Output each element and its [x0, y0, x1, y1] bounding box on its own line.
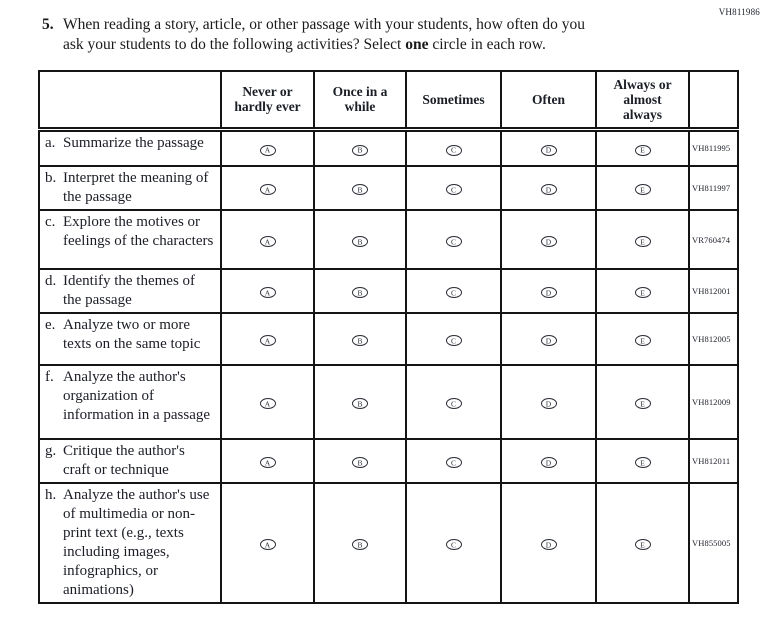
- answer-cell-once-in-a-while: [314, 313, 406, 365]
- answer-bubble-c[interactable]: [446, 539, 462, 550]
- bubble-letter: D: [545, 336, 552, 346]
- bubble-letter: C: [450, 185, 456, 195]
- answer-bubble-a[interactable]: [260, 236, 276, 247]
- row-label-cell: [39, 166, 221, 210]
- answer-cell-often: [501, 365, 596, 439]
- bubble-letter: D: [545, 458, 552, 468]
- answer-bubble-e[interactable]: [635, 184, 651, 195]
- answer-cell-always: [596, 129, 689, 166]
- answer-bubble-a[interactable]: [260, 457, 276, 468]
- answer-cell-always: [596, 210, 689, 269]
- answer-bubble-d[interactable]: [541, 335, 557, 346]
- row-letter: a.: [45, 134, 56, 151]
- table-row: [39, 483, 738, 603]
- row-activity-label: Explore the motives or feelings of the characters: [63, 214, 214, 249]
- answer-bubble-c[interactable]: [446, 398, 462, 409]
- row-letter: d.: [45, 273, 57, 289]
- answer-cell-once-in-a-while: [314, 365, 406, 439]
- row-activity-label: Interpret the meaning of the passage: [63, 170, 209, 205]
- answer-cell-sometimes: [406, 365, 501, 439]
- table-row: [39, 166, 738, 210]
- bubble-letter: B: [357, 540, 363, 550]
- answer-bubble-e[interactable]: [635, 236, 651, 247]
- row-accession-code: VR760474: [689, 210, 738, 269]
- answer-cell-often: [501, 166, 596, 210]
- answer-cell-often: [501, 313, 596, 365]
- row-accession-code: VH811995: [689, 129, 738, 166]
- header-blank: [39, 71, 221, 129]
- row-activity-label: Critique the author's craft or technique: [63, 443, 185, 478]
- answer-bubble-d[interactable]: [541, 287, 557, 298]
- answer-cell-once-in-a-while: [314, 483, 406, 603]
- bubble-letter: B: [357, 458, 363, 468]
- row-label-cell: [39, 210, 221, 269]
- question-text: [63, 15, 702, 55]
- answer-bubble-c[interactable]: [446, 457, 462, 468]
- answer-cell-never: [221, 269, 314, 313]
- bubble-letter: B: [357, 399, 363, 409]
- bubble-letter: D: [545, 236, 552, 246]
- row-activity-label: Identify the themes of the passage: [63, 273, 196, 308]
- answer-cell-often: [501, 439, 596, 483]
- answer-bubble-d[interactable]: [541, 184, 557, 195]
- question-line-2: [63, 35, 702, 55]
- question-block: [42, 15, 702, 55]
- answer-cell-once-in-a-while: [314, 439, 406, 483]
- answer-bubble-a[interactable]: [260, 539, 276, 550]
- row-accession-code: VH855005: [689, 483, 738, 603]
- row-label-cell: [39, 483, 221, 603]
- answer-cell-sometimes: [406, 269, 501, 313]
- answer-bubble-a[interactable]: [260, 287, 276, 298]
- row-activity-label: Analyze the author's use of multimedia or non-print text (e.g., texts including images, infographics, or animations): [63, 487, 210, 598]
- answer-bubble-e[interactable]: [635, 145, 651, 156]
- answer-bubble-b[interactable]: [352, 398, 368, 409]
- answer-cell-sometimes: [406, 439, 501, 483]
- answer-bubble-b[interactable]: [352, 145, 368, 156]
- row-activity-label: Analyze the author's organization of information in a passage: [63, 369, 211, 423]
- answer-cell-sometimes: [406, 483, 501, 603]
- answer-cell-once-in-a-while: [314, 166, 406, 210]
- answer-cell-sometimes: [406, 313, 501, 365]
- answer-bubble-b[interactable]: [352, 335, 368, 346]
- bubble-letter: B: [357, 288, 363, 298]
- bubble-letter: A: [264, 236, 271, 246]
- bubble-letter: C: [450, 236, 456, 246]
- bubble-letter: B: [357, 185, 363, 195]
- bubble-letter: C: [450, 288, 456, 298]
- row-letter: g.: [45, 443, 57, 459]
- question-table: [38, 70, 739, 604]
- answer-bubble-b[interactable]: [352, 287, 368, 298]
- answer-cell-always: [596, 313, 689, 365]
- row-label-cell: [39, 129, 221, 166]
- answer-bubble-d[interactable]: [541, 398, 557, 409]
- answer-cell-often: [501, 129, 596, 166]
- bubble-letter: E: [640, 236, 645, 246]
- answer-bubble-a[interactable]: [260, 184, 276, 195]
- bubble-letter: A: [264, 185, 271, 195]
- row-label-cell: [39, 365, 221, 439]
- answer-bubble-c[interactable]: [446, 287, 462, 298]
- answer-cell-never: [221, 365, 314, 439]
- row-letter: b.: [45, 170, 57, 186]
- bubble-letter: D: [545, 288, 552, 298]
- bubble-letter: E: [640, 458, 645, 468]
- answer-bubble-d[interactable]: [541, 457, 557, 468]
- table-row: [39, 439, 738, 483]
- bubble-letter: E: [640, 185, 645, 195]
- header-code-blank: [689, 71, 738, 129]
- bubble-letter: C: [450, 458, 456, 468]
- bubble-letter: D: [545, 399, 552, 409]
- table-row: [39, 210, 738, 269]
- answer-bubble-b[interactable]: [352, 184, 368, 195]
- bubble-letter: A: [264, 288, 271, 298]
- answer-bubble-b[interactable]: [352, 539, 368, 550]
- answer-bubble-c[interactable]: [446, 145, 462, 156]
- row-letter: h.: [45, 487, 57, 503]
- bubble-letter: D: [545, 540, 552, 550]
- answer-cell-never: [221, 483, 314, 603]
- bubble-letter: A: [264, 458, 271, 468]
- row-accession-code: VH812011: [689, 439, 738, 483]
- header-row: [39, 71, 738, 129]
- answer-bubble-e[interactable]: [635, 539, 651, 550]
- answer-cell-never: [221, 313, 314, 365]
- row-label-cell: [39, 439, 221, 483]
- table-row: [39, 365, 738, 439]
- bubble-letter: C: [450, 540, 456, 550]
- question-number: 5.: [42, 16, 54, 33]
- answer-cell-never: [221, 166, 314, 210]
- answer-bubble-e[interactable]: [635, 398, 651, 409]
- bubble-letter: A: [264, 540, 271, 550]
- bubble-letter: C: [450, 336, 456, 346]
- answer-cell-once-in-a-while: [314, 129, 406, 166]
- answer-cell-never: [221, 439, 314, 483]
- header-often: Often: [501, 71, 596, 129]
- answer-bubble-a[interactable]: [260, 335, 276, 346]
- row-activity-label: Analyze two or more texts on the same topic: [63, 317, 201, 352]
- answer-cell-always: [596, 365, 689, 439]
- bubble-letter: E: [640, 336, 645, 346]
- bubble-letter: B: [357, 336, 363, 346]
- answer-bubble-a[interactable]: [260, 398, 276, 409]
- bubble-letter: E: [640, 399, 645, 409]
- row-letter: f.: [45, 369, 54, 385]
- row-accession-code: VH811997: [689, 166, 738, 210]
- bubble-letter: C: [450, 399, 456, 409]
- header-never-or-hardly-ever: Never or hardly ever: [221, 71, 314, 129]
- bubble-letter: E: [640, 145, 645, 155]
- table-row: [39, 269, 738, 313]
- answer-bubble-a[interactable]: [260, 145, 276, 156]
- row-accession-code: VH812009: [689, 365, 738, 439]
- question-line-1: When reading a story, article, or other passage with your students, how often do you: [63, 16, 585, 33]
- bubble-letter: A: [264, 145, 271, 155]
- bubble-letter: E: [640, 540, 645, 550]
- answer-bubble-e[interactable]: [635, 335, 651, 346]
- bubble-letter: C: [450, 145, 456, 155]
- table-row: [39, 313, 738, 365]
- answer-cell-always: [596, 439, 689, 483]
- bubble-letter: B: [357, 145, 363, 155]
- bubble-letter: B: [357, 236, 363, 246]
- row-accession-code: VH812005: [689, 313, 738, 365]
- answer-cell-often: [501, 269, 596, 313]
- row-letter: e.: [45, 317, 56, 333]
- header-always-or-almost-always: Always or almost always: [596, 71, 689, 129]
- answer-cell-often: [501, 210, 596, 269]
- question-line-2-end: circle in each row.: [428, 36, 546, 53]
- question-line-2-start: ask your students to do the following activities? Select: [63, 36, 406, 53]
- table-row: [39, 129, 738, 166]
- answer-bubble-d[interactable]: [541, 145, 557, 156]
- answer-bubble-b[interactable]: [352, 236, 368, 247]
- row-label-cell: [39, 269, 221, 313]
- answer-bubble-c[interactable]: [446, 236, 462, 247]
- answer-cell-always: [596, 166, 689, 210]
- answer-cell-always: [596, 483, 689, 603]
- bubble-letter: A: [264, 399, 271, 409]
- answer-bubble-d[interactable]: [541, 236, 557, 247]
- answer-cell-always: [596, 269, 689, 313]
- answer-cell-sometimes: [406, 210, 501, 269]
- row-accession-code: VH812001: [689, 269, 738, 313]
- header-sometimes: Sometimes: [406, 71, 501, 129]
- answer-cell-sometimes: [406, 129, 501, 166]
- question-bold-word: one: [405, 36, 429, 53]
- answer-bubble-b[interactable]: [352, 457, 368, 468]
- answer-bubble-d[interactable]: [541, 539, 557, 550]
- question-table-body: [39, 129, 738, 603]
- answer-bubble-c[interactable]: [446, 184, 462, 195]
- bubble-letter: D: [545, 185, 552, 195]
- answer-cell-once-in-a-while: [314, 269, 406, 313]
- answer-cell-never: [221, 210, 314, 269]
- bubble-letter: A: [264, 336, 271, 346]
- answer-cell-once-in-a-while: [314, 210, 406, 269]
- row-activity-label: Summarize the passage: [63, 134, 204, 151]
- answer-cell-often: [501, 483, 596, 603]
- answer-cell-sometimes: [406, 166, 501, 210]
- page-accession-code: VH811986: [718, 7, 760, 17]
- bubble-letter: D: [545, 145, 552, 155]
- bubble-letter: E: [640, 288, 645, 298]
- row-letter: c.: [45, 214, 56, 230]
- header-once-in-a-while: Once in a while: [314, 71, 406, 129]
- answer-bubble-e[interactable]: [635, 457, 651, 468]
- answer-bubble-c[interactable]: [446, 335, 462, 346]
- row-label-cell: [39, 313, 221, 365]
- answer-cell-never: [221, 129, 314, 166]
- answer-bubble-e[interactable]: [635, 287, 651, 298]
